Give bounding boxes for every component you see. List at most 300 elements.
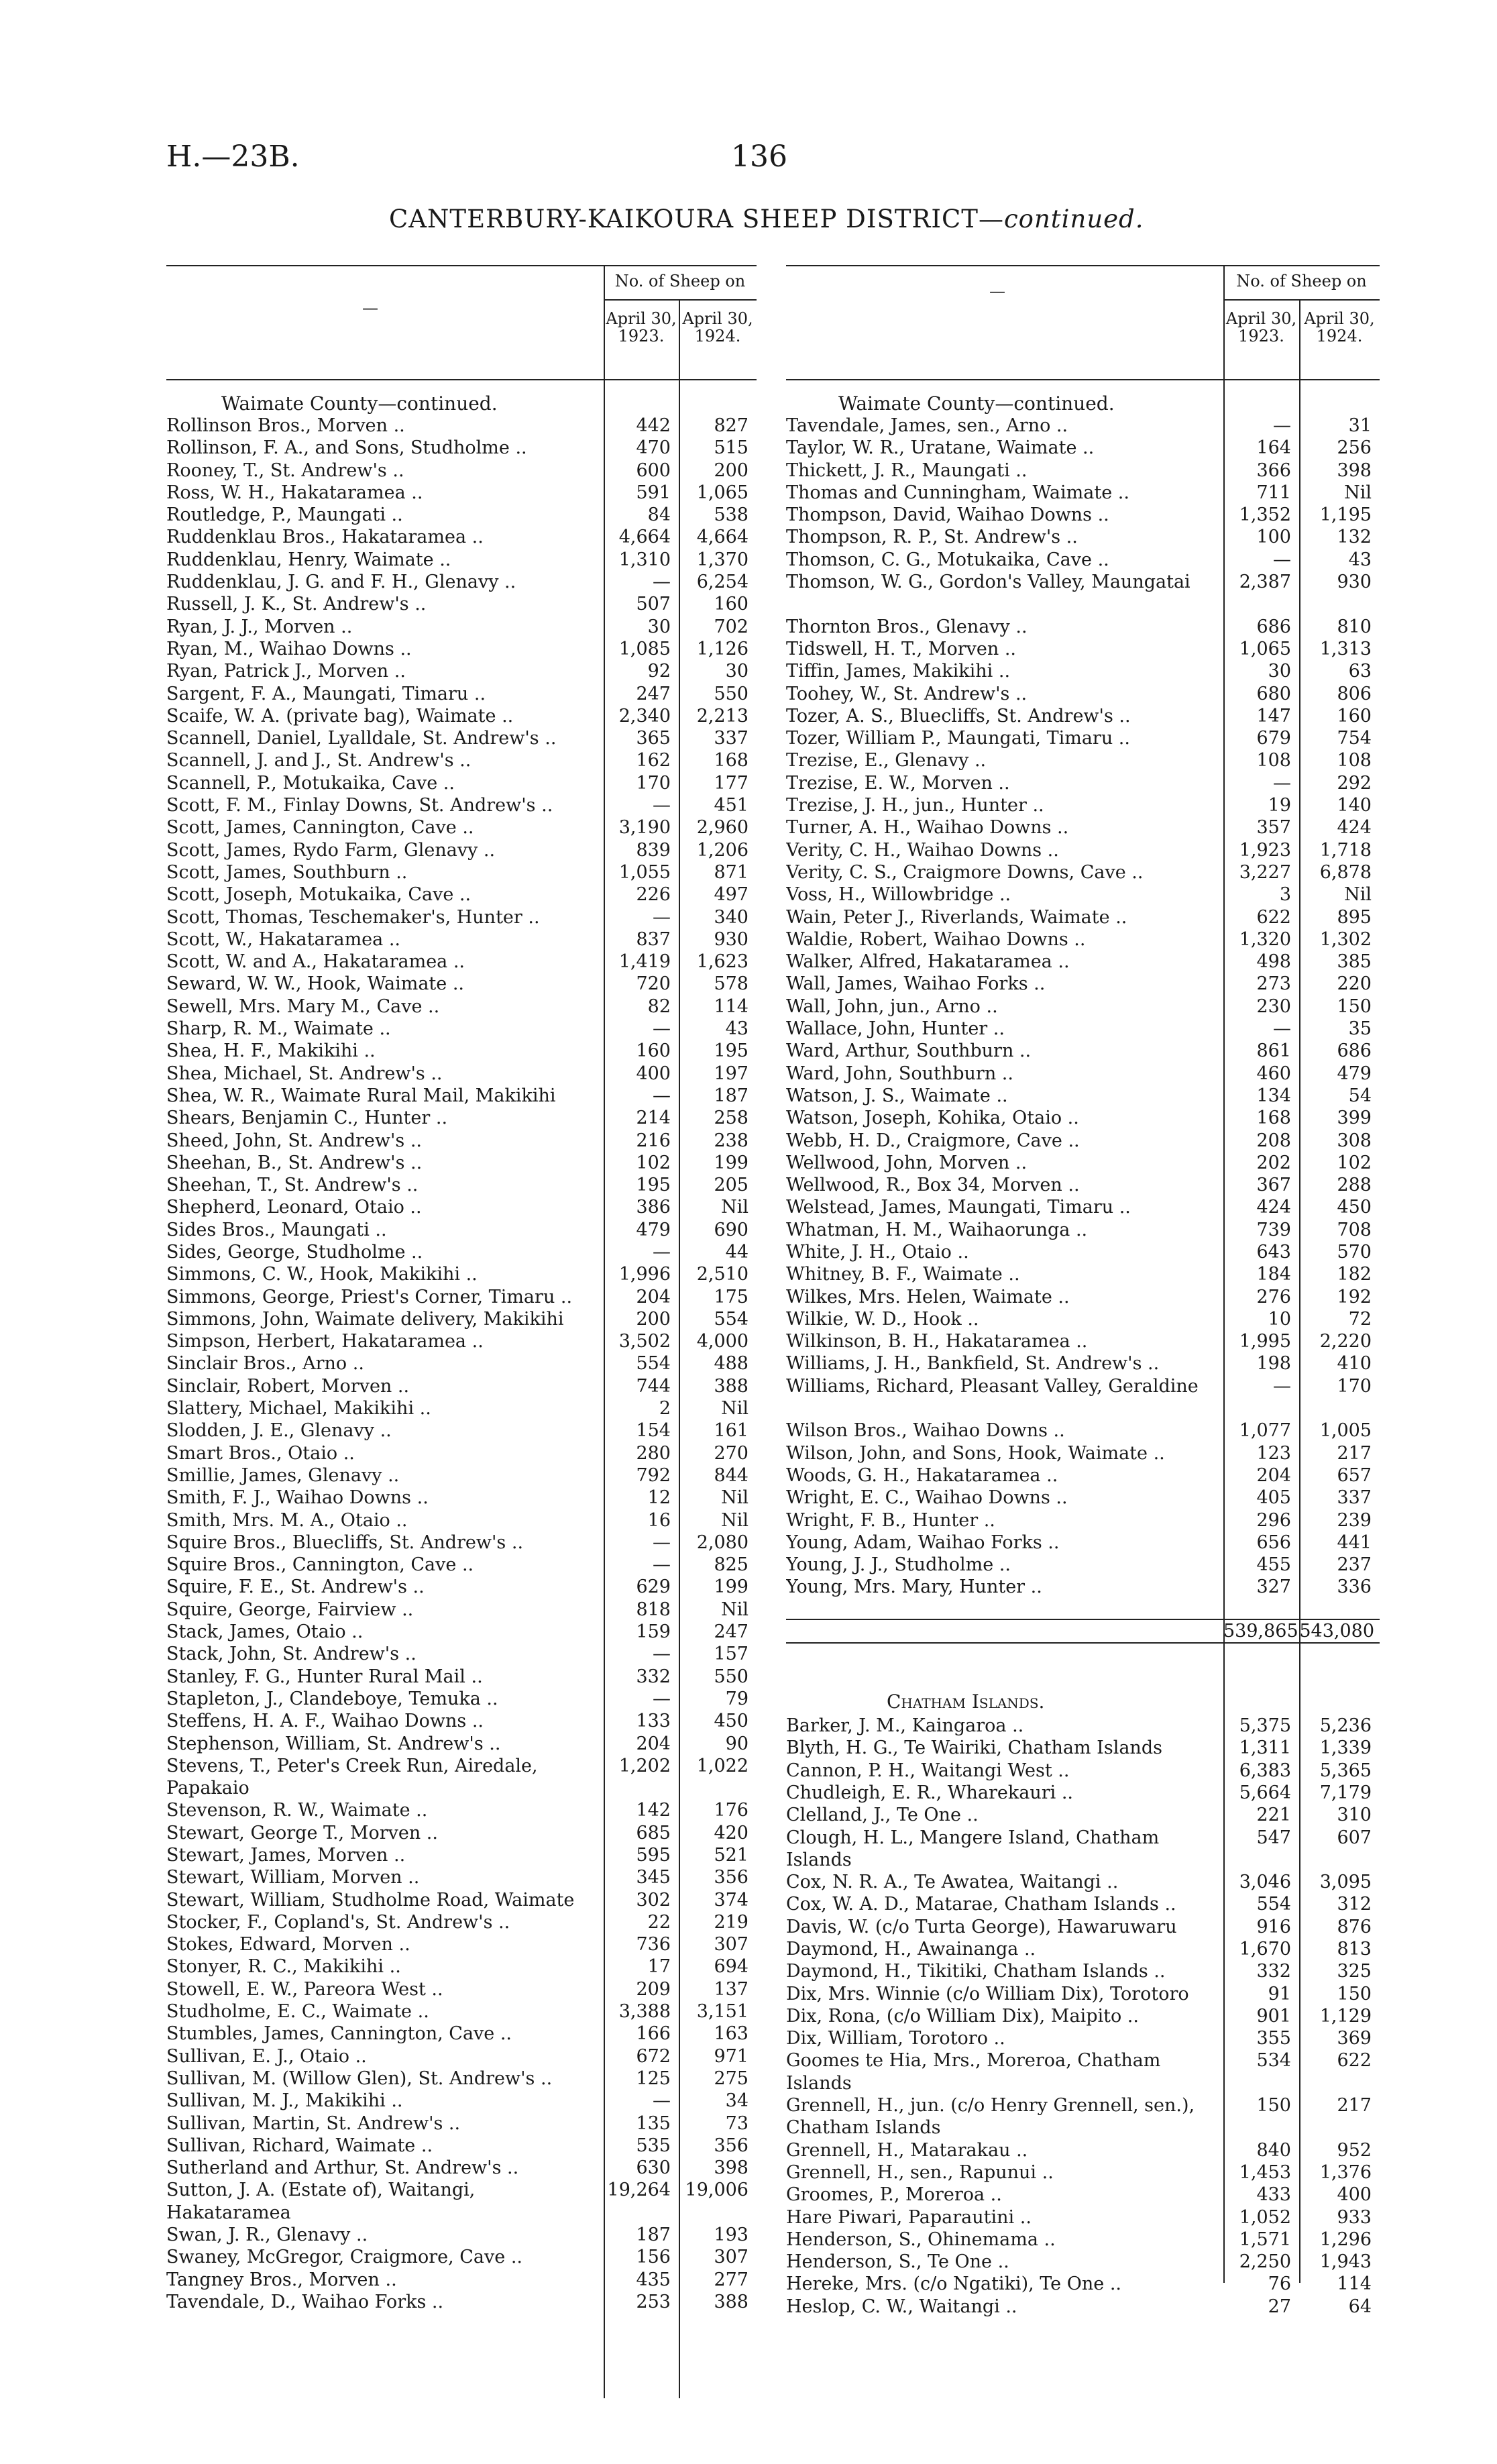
row-name: Sullivan, M. (Willow Glen), St. Andrew's ..	[166, 2068, 553, 2089]
row-1923: 280	[636, 1442, 671, 1464]
row-name: Shea, H. F., Makikihi ..	[166, 1040, 376, 1062]
row-1923: 1,310	[618, 549, 671, 570]
table-row	[166, 2000, 757, 2023]
row-name: Sheed, John, St. Andrew's ..	[166, 1130, 423, 1151]
row-1923: 133	[636, 1711, 671, 1732]
row-1923: 1,670	[1239, 1939, 1291, 1960]
row-1924: 930	[714, 928, 748, 950]
row-1923: 30	[1268, 661, 1291, 682]
row-1924: 690	[714, 1219, 748, 1240]
row-name: Stokes, Edward, Morven ..	[166, 1934, 410, 1956]
row-1923: 1,077	[1239, 1420, 1291, 1442]
row-1924: 137	[714, 1978, 748, 2000]
row-name: Dix, Mrs. Winnie (c/o William Dix), Torotoro	[786, 1983, 1189, 2004]
row-1924: 160	[714, 594, 748, 615]
row-1923: 744	[636, 1375, 671, 1397]
total-value: 543,080	[1299, 1620, 1374, 1642]
row-1924: 810	[1337, 616, 1372, 637]
table-row	[166, 906, 757, 928]
table-row	[166, 794, 757, 816]
row-1923: 30	[647, 616, 671, 637]
row-name: Scott, F. M., Finlay Downs, St. Andrew's ..	[166, 795, 553, 816]
row-1923: 837	[636, 928, 671, 950]
table-row	[786, 1804, 1380, 1826]
header-dash: —	[989, 282, 1005, 301]
row-1924: 3,095	[1319, 1872, 1372, 1893]
row-1924: 398	[1337, 460, 1372, 481]
table-row	[166, 1621, 757, 1643]
header-col2: April 30, 1924.	[682, 309, 753, 345]
row-1923: 2	[659, 1398, 671, 1420]
row-1924: 4,000	[696, 1331, 748, 1352]
table-row	[166, 1174, 757, 1196]
row-1923: —	[653, 2090, 671, 2112]
row-1924: 132	[1337, 527, 1372, 548]
row-name: Stephenson, William, St. Andrew's ..	[166, 1733, 501, 1754]
row-name: Goomes te Hia, Mrs., Moreroa, Chatham Islands	[786, 2050, 1161, 2094]
row-name: Simmons, John, Waimate delivery, Makikihi	[166, 1308, 564, 1330]
table-row	[786, 1085, 1380, 1107]
row-1923: 187	[636, 2225, 671, 2246]
row-1923: 365	[636, 728, 671, 749]
table-row	[166, 526, 757, 548]
row-name: Swaney, McGregor, Craigmore, Cave ..	[166, 2247, 522, 2268]
row-name: Scott, W. and A., Hakataramea ..	[166, 951, 465, 973]
row-1923: 4,664	[618, 527, 671, 548]
table-row	[786, 638, 1380, 660]
row-name: Clelland, J., Te One ..	[786, 1805, 979, 1826]
row-name: Sargent, F. A., Maungati, Timaru ..	[166, 683, 486, 704]
row-name: Thickett, J. R., Maungati ..	[786, 460, 1028, 481]
row-1924: 1,718	[1319, 839, 1372, 861]
row-1923: 680	[1256, 683, 1291, 704]
row-name: Shears, Benjamin C., Hunter ..	[166, 1108, 448, 1129]
table-row	[786, 772, 1380, 794]
table-row	[166, 1308, 757, 1330]
row-1923: 3,227	[1239, 861, 1291, 883]
table-row	[166, 1196, 757, 1218]
row-1924: 150	[1337, 1983, 1372, 2004]
row-1924: 312	[1337, 1894, 1372, 1915]
row-1924: 1,206	[696, 839, 748, 861]
row-1923: 168	[1256, 1108, 1291, 1129]
row-1924: 340	[714, 906, 748, 928]
row-1924: 1,370	[696, 549, 748, 570]
row-1923: 208	[1256, 1130, 1291, 1151]
row-name: Squire, F. E., St. Andrew's ..	[166, 1576, 425, 1598]
row-name: Scott, W., Hakataramea ..	[166, 928, 400, 950]
row-1924: 114	[714, 996, 748, 1017]
row-1923: 600	[636, 460, 671, 481]
row-1923: —	[1273, 549, 1291, 570]
row-1924: 1,065	[696, 482, 748, 503]
row-name: Sullivan, Richard, Waimate ..	[166, 2135, 433, 2156]
row-name: Ruddenklau Bros., Hakataramea ..	[166, 527, 484, 548]
row-name: Voss, H., Willowbridge ..	[786, 884, 1011, 906]
rule	[166, 379, 757, 380]
row-1923: 5,664	[1239, 1782, 1291, 1803]
row-name: Thompson, David, Waihao Downs ..	[786, 504, 1109, 526]
row-1924: 108	[1337, 750, 1372, 771]
row-1924: 258	[714, 1108, 748, 1129]
row-1923: 357	[1256, 817, 1291, 839]
row-1924: 400	[1337, 2184, 1372, 2206]
row-1924: 239	[1337, 1509, 1372, 1531]
table-row	[166, 460, 757, 482]
row-1924: 825	[714, 1554, 748, 1576]
table-row	[786, 683, 1380, 705]
row-1923: 209	[636, 1978, 671, 2000]
row-1924: 275	[714, 2068, 748, 2089]
row-name: Slattery, Michael, Makikihi ..	[166, 1398, 431, 1420]
row-1923: 204	[1256, 1464, 1291, 1486]
row-1924: 806	[1337, 683, 1372, 704]
row-1924: 622	[1337, 2050, 1372, 2072]
table-row	[786, 1263, 1380, 1285]
row-1924: 488	[714, 1353, 748, 1375]
table-row	[786, 1893, 1380, 1915]
row-name: Sides Bros., Maungati ..	[166, 1219, 387, 1240]
row-1924: 6,878	[1319, 861, 1372, 883]
row-1924: 182	[1337, 1264, 1372, 1285]
row-1923: 12	[647, 1487, 671, 1509]
row-1924: 1,296	[1319, 2229, 1372, 2250]
row-name: Sharp, R. M., Waimate ..	[166, 1018, 391, 1040]
table-row	[166, 2291, 757, 2313]
table-row	[166, 2269, 757, 2291]
row-1923: —	[1273, 1018, 1291, 1040]
row-1923: 2,250	[1239, 2251, 1291, 2273]
row-1923: 214	[636, 1108, 671, 1129]
row-1923: 230	[1256, 996, 1291, 1017]
table-row	[786, 2139, 1380, 2161]
row-1923: 839	[636, 839, 671, 861]
row-1924: 933	[1337, 2206, 1372, 2228]
row-1924: 686	[1337, 1040, 1372, 1062]
row-name: Woods, G. H., Hakataramea ..	[786, 1464, 1058, 1486]
row-name: Stevenson, R. W., Waimate ..	[166, 1800, 428, 1821]
row-name: Dix, William, Torotoro ..	[786, 2028, 1005, 2049]
row-1923: 547	[1256, 1827, 1291, 1848]
row-1923: 1,085	[618, 638, 671, 659]
row-name: Rollinson, F. A., and Sons, Studholme ..	[166, 437, 527, 459]
total-row	[786, 1619, 1380, 1644]
row-1923: 108	[1256, 750, 1291, 771]
table-row	[166, 1956, 757, 1978]
row-1924: 388	[714, 1375, 748, 1397]
row-1924: 325	[1337, 1961, 1372, 1982]
row-1924: 177	[714, 772, 748, 794]
table-row	[786, 928, 1380, 951]
row-1924: 35	[1348, 1018, 1372, 1040]
table-row	[786, 727, 1380, 749]
row-1924: 844	[714, 1464, 748, 1486]
row-1924: 450	[714, 1711, 748, 1732]
row-1923: 100	[1256, 527, 1291, 548]
page-number: 136	[731, 140, 787, 174]
row-1924: 1,302	[1319, 928, 1372, 950]
row-1924: 399	[1337, 1108, 1372, 1129]
row-1923: —	[1273, 415, 1291, 436]
row-1924: 570	[1337, 1241, 1372, 1263]
table-row	[786, 660, 1380, 682]
row-1923: 226	[636, 884, 671, 906]
row-1924: 398	[714, 2157, 748, 2179]
row-1923: —	[1273, 772, 1291, 794]
row-name: Chudleigh, E. R., Wharekauri ..	[786, 1782, 1074, 1803]
rule	[786, 379, 1380, 380]
table-row	[166, 749, 757, 771]
row-1924: 30	[725, 661, 748, 682]
row-1924: 1,339	[1319, 1737, 1372, 1759]
row-1924: 374	[714, 1889, 748, 1911]
row-1924: 1,623	[696, 951, 748, 973]
table-row	[786, 1308, 1380, 1330]
row-1924: Nil	[1344, 482, 1372, 503]
row-name: Wright, E. C., Waihao Downs ..	[786, 1487, 1068, 1509]
row-1924: 385	[1337, 951, 1372, 973]
row-1924: 79	[725, 1688, 748, 1709]
row-1923: 1,352	[1239, 504, 1291, 526]
row-name: Tangney Bros., Morven ..	[166, 2269, 397, 2290]
header-col1: April 30, 1923.	[606, 309, 677, 345]
row-name: Welstead, James, Maungati, Timaru ..	[786, 1197, 1131, 1218]
row-1924: 114	[1337, 2273, 1372, 2295]
left-table	[166, 415, 757, 2313]
table-row	[786, 1063, 1380, 1085]
table-row	[786, 2273, 1380, 2295]
table-row	[166, 1822, 757, 1844]
row-name: Thomas and Cunningham, Waimate ..	[786, 482, 1129, 503]
row-1923: 253	[636, 2291, 671, 2312]
row-name: Sewell, Mrs. Mary M., Cave ..	[166, 996, 440, 1017]
row-1923: 720	[636, 973, 671, 995]
row-1923: 1,320	[1239, 928, 1291, 950]
row-1923: 19	[1268, 795, 1291, 816]
table-row	[786, 460, 1380, 482]
row-name: Thomson, C. G., Motukaika, Cave ..	[786, 549, 1109, 570]
table-row	[166, 1330, 757, 1352]
row-1924: 19,006	[685, 2180, 748, 2201]
row-name: Daymond, H., Tikitiki, Chatham Islands ..	[786, 1961, 1166, 1982]
row-name: Watson, J. S., Waimate ..	[786, 1085, 1008, 1106]
row-1924: Nil	[721, 1509, 748, 1531]
row-1924: 1,005	[1319, 1420, 1372, 1442]
row-name: Ross, W. H., Hakataramea ..	[166, 482, 423, 503]
table-row	[166, 437, 757, 459]
row-1924: Nil	[1344, 884, 1372, 906]
header-col2: April 30, 1924.	[1304, 309, 1375, 345]
row-name: Cox, N. R. A., Te Awatea, Waitangi ..	[786, 1872, 1119, 1893]
row-name: Ryan, J. J., Morven ..	[166, 616, 353, 637]
row-name: Stonyer, R. C., Makikihi ..	[166, 1956, 401, 1978]
row-1923: 184	[1256, 1264, 1291, 1285]
row-1924: 307	[714, 1934, 748, 1956]
row-name: Smart Bros., Otaio ..	[166, 1442, 355, 1464]
table-row	[786, 951, 1380, 973]
row-1924: 63	[1348, 661, 1372, 682]
row-1924: 657	[1337, 1464, 1372, 1486]
row-name: Wilson, John, and Sons, Hook, Waimate ..	[786, 1442, 1165, 1464]
row-name: Slodden, J. E., Glenavy ..	[166, 1420, 392, 1442]
table-row	[166, 2090, 757, 2112]
row-1924: 5,365	[1319, 1760, 1372, 1781]
row-1924: 43	[1348, 549, 1372, 570]
row-name: Simpson, Herbert, Hakataramea ..	[166, 1331, 484, 1352]
row-name: Ward, Arthur, Southburn ..	[786, 1040, 1032, 1062]
row-name: Simmons, C. W., Hook, Makikihi ..	[166, 1264, 478, 1285]
row-1923: 166	[636, 2023, 671, 2045]
row-1923: 711	[1256, 482, 1291, 503]
row-1923: 170	[636, 772, 671, 794]
row-1923: 332	[636, 1666, 671, 1687]
row-name: Grennell, H., sen., Rapunui ..	[786, 2161, 1054, 2183]
table-row	[166, 1263, 757, 1285]
row-1924: 31	[1348, 415, 1372, 436]
row-1924: 2,080	[696, 1532, 748, 1553]
row-name: Stevens, T., Peter's Creek Run, Airedale, Papakaio	[166, 1755, 538, 1799]
row-1924: 308	[1337, 1130, 1372, 1151]
table-row	[786, 1715, 1380, 1737]
row-name: Wallace, John, Hunter ..	[786, 1018, 1005, 1040]
row-name: Shea, Michael, St. Andrew's ..	[166, 1063, 443, 1084]
table-row	[786, 2184, 1380, 2206]
row-1923: 91	[1268, 1983, 1291, 2004]
row-name: Wall, John, jun., Arno ..	[786, 996, 998, 1017]
row-name: Sheehan, B., St. Andrew's ..	[166, 1152, 423, 1173]
row-1924: 930	[1337, 572, 1372, 593]
row-1923: 366	[1256, 460, 1291, 481]
row-1924: 813	[1337, 1939, 1372, 1960]
table-row	[166, 504, 757, 526]
row-1924: 54	[1348, 1085, 1372, 1106]
row-1924: 550	[714, 1666, 748, 1687]
row-name: Williams, J. H., Bankfield, St. Andrew's ..	[786, 1353, 1160, 1375]
row-1924: Nil	[721, 1599, 748, 1620]
rule	[166, 265, 757, 266]
row-1923: 470	[636, 437, 671, 459]
row-name: Tavendale, D., Waihao Forks ..	[166, 2291, 444, 2312]
row-1923: 3,388	[618, 2001, 671, 2023]
row-name: Scannell, Daniel, Lyalldale, St. Andrew's ..	[166, 728, 557, 749]
table-row	[786, 1576, 1380, 1598]
row-name: Squire, George, Fairview ..	[166, 1599, 414, 1620]
table-row	[166, 1130, 757, 1152]
row-name: Swan, J. R., Glenavy ..	[166, 2225, 368, 2246]
table-row	[786, 526, 1380, 548]
table-row	[786, 705, 1380, 727]
row-name: Russell, J. K., St. Andrew's ..	[166, 594, 427, 615]
table-row	[166, 2112, 757, 2135]
row-1924: 44	[725, 1241, 748, 1263]
row-1923: 3,046	[1239, 1872, 1291, 1893]
header-dash: —	[362, 299, 378, 317]
row-1924: 288	[1337, 1175, 1372, 1196]
row-1924: 952	[1337, 2139, 1372, 2161]
row-1923: 792	[636, 1464, 671, 1486]
rule	[786, 265, 1380, 266]
table-row	[786, 1554, 1380, 1576]
table-row	[166, 415, 757, 437]
table-row	[786, 1174, 1380, 1196]
row-1924: 420	[714, 1822, 748, 1843]
section-heading: Waimate County—continued.	[838, 392, 1115, 415]
row-1924: Nil	[721, 1197, 748, 1218]
row-1924: 694	[714, 1956, 748, 1978]
table-row	[786, 1196, 1380, 1218]
row-1924: 307	[714, 2247, 748, 2268]
row-1923: 818	[636, 1599, 671, 1620]
table-row	[166, 1799, 757, 1821]
table-row	[786, 883, 1380, 906]
row-1923: 630	[636, 2157, 671, 2179]
table-row	[166, 1420, 757, 1442]
right-table	[786, 415, 1380, 2318]
table-row	[166, 1286, 757, 1308]
table-row	[166, 1643, 757, 1665]
table-row	[166, 973, 757, 995]
row-name: Ruddenklau, J. G. and F. H., Glenavy ..	[166, 572, 516, 593]
table-row	[786, 861, 1380, 883]
table-row	[786, 1983, 1380, 2005]
row-name: Blyth, H. G., Te Wairiki, Chatham Islands	[786, 1737, 1162, 1759]
row-1924: 356	[714, 2135, 748, 2156]
row-name: Thompson, R. P., St. Andrew's ..	[786, 527, 1078, 548]
row-name: Scannell, P., Motukaika, Cave ..	[166, 772, 455, 794]
row-name: Hare Piwari, Paparautini ..	[786, 2206, 1032, 2228]
row-1924: 871	[714, 861, 748, 883]
table-row	[786, 1464, 1380, 1487]
row-1924: Nil	[721, 1487, 748, 1509]
row-1923: 629	[636, 1576, 671, 1598]
row-1924: 102	[1337, 1152, 1372, 1173]
table-row	[166, 1085, 757, 1107]
row-1923: 3	[1279, 884, 1291, 906]
table-row	[166, 1933, 757, 1956]
row-1923: 276	[1256, 1286, 1291, 1307]
row-1923: 3,502	[618, 1331, 671, 1352]
table-row	[166, 638, 757, 660]
row-1923: 135	[636, 2112, 671, 2134]
row-name: Walker, Alfred, Hakataramea ..	[786, 951, 1070, 973]
row-1924: 170	[1337, 1375, 1372, 1397]
row-name: Tozer, William P., Maungati, Timaru ..	[786, 728, 1130, 749]
row-name: Stocker, F., Copland's, St. Andrew's ..	[166, 1911, 510, 1933]
table-row	[786, 2049, 1380, 2094]
table-row	[166, 1509, 757, 1532]
row-1923: 622	[1256, 906, 1291, 928]
row-name: Williams, Richard, Pleasant Valley, Geraldine	[786, 1375, 1199, 1397]
row-1924: 4,664	[696, 527, 748, 548]
row-name: Stack, John, St. Andrew's ..	[166, 1644, 417, 1665]
row-1924: 538	[714, 504, 748, 526]
table-row	[166, 2068, 757, 2090]
row-1923: 160	[636, 1040, 671, 1062]
row-1924: 175	[714, 1286, 748, 1307]
row-1924: 217	[1337, 2095, 1372, 2117]
row-1924: 337	[1337, 1487, 1372, 1509]
row-1923: —	[653, 1085, 671, 1106]
row-1923: 554	[636, 1353, 671, 1375]
table-row	[786, 1375, 1380, 1420]
row-1924: 237	[1337, 1554, 1372, 1576]
table-row	[166, 1018, 757, 1040]
row-name: Smith, Mrs. M. A., Otaio ..	[166, 1509, 408, 1531]
row-1923: —	[653, 1644, 671, 1665]
row-name: Stack, James, Otaio ..	[166, 1621, 364, 1643]
row-1924: 163	[714, 2023, 748, 2045]
row-1923: 19,264	[607, 2180, 671, 2201]
